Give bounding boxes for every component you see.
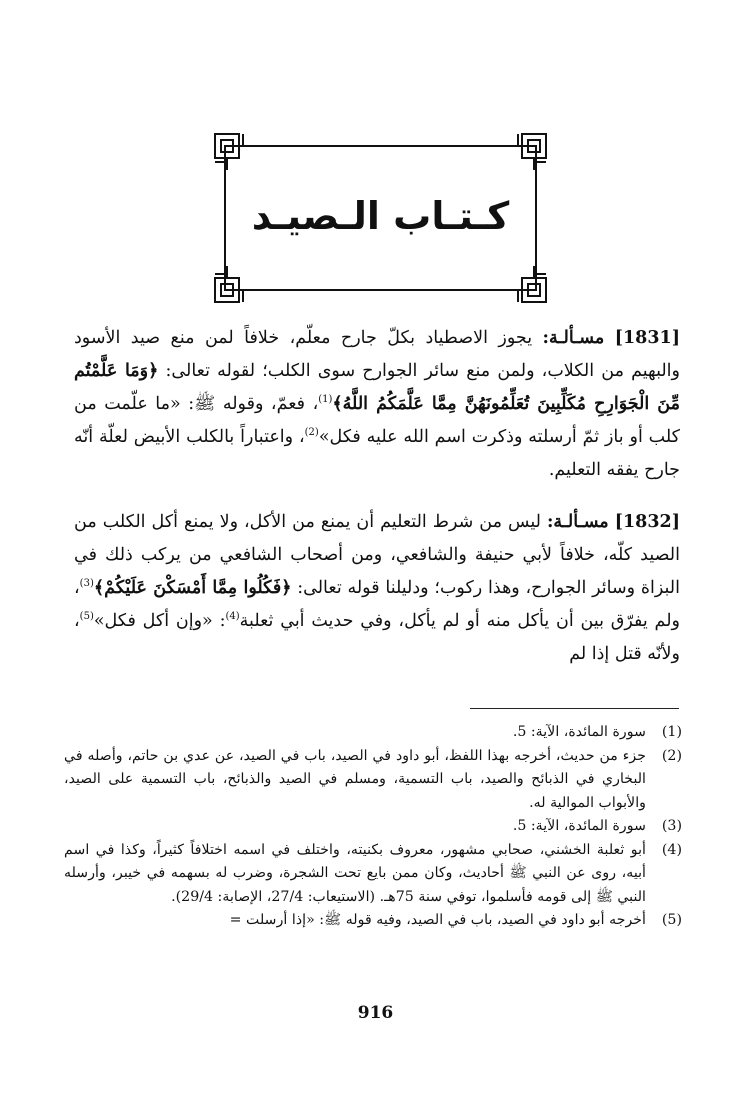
issue-1831 (74, 322, 680, 487)
footnote (64, 721, 682, 745)
footnote-ref[interactable]: (5) (79, 611, 94, 623)
book-title: كـتـاب الـصيـد (251, 194, 510, 238)
issue-label: مسـألـة: (542, 328, 605, 348)
footnote-text: جزء من حديث، أخرجه بهذا اللفظ، أبو داود في الصيد، باب في الصيد، عن عدي بن حاتم، وأصله في البخاري في الذبائح والصيد، باب التسمية، ومسلم في الصيد والذبائح، باب التسمية على الصيد، والأبواب الموالية له. (64, 747, 646, 811)
footnotes (64, 716, 682, 933)
issue-number: [1831] (614, 328, 680, 348)
footnote-number: (4) (661, 841, 682, 858)
issue-text: ، ولم يفرّق بين أن يأكل منه أو لم يأكل، وفي حديث أبي ثعلبة (74, 578, 680, 631)
footnote-text: سورة المائدة، الآية: 5. (512, 724, 646, 740)
footnote-ref[interactable]: (2) (304, 427, 319, 439)
footnote (64, 815, 682, 839)
footnote-ref[interactable]: (1) (318, 394, 333, 406)
footnote-number: (2) (661, 747, 682, 764)
issue-text: : «وإن أكل فكل» (93, 611, 226, 631)
footnote (64, 745, 682, 816)
quran-verse: ﴿وَمَا عَلَّمْتُم مِّنَ الْجَوَارِحِ مُكَلِّبِينَ تُعَلِّمُونَهُنَّ مِمَّا عَلَّمَكُمُ اللَّهُ﴾ (74, 361, 680, 414)
page-number: 916 (357, 1003, 394, 1023)
footnote-number: (1) (661, 724, 682, 740)
footnote (64, 839, 682, 910)
footnote (64, 909, 682, 933)
footnote-text: أخرجه أبو داود في الصيد، باب في الصيد، وفيه قوله ﷺ: «إذا أرسلت = (229, 912, 646, 928)
footnote-number: (3) (661, 818, 682, 834)
issue-label: مسـألـة: (546, 512, 609, 532)
issue-text: ليس من شرط التعليم أن يمنع من الأكل، ولا يمنع أكل الكلب من الصيد كلّه، خلافاً لأبي حنيفة والشافعي، ومن أصحاب الشافعي من يركب ذلك في البزاة وسائر الجوارح، وهذا ركوب؛ ودليلنا قوله تعالى: (74, 512, 680, 598)
footnote-text: أبو ثعلبة الخشني، صحابي مشهور، معروف بكنيته، واختلف في اسمه اختلافاً كثيراً، وكذا في اسم أبيه، روى عن النبي ﷺ أحاديث، وكان ممن بايع تحت الشجرة، وضرب له بسهمه في خيبر، وأرسله النبي ﷺ إلى قومه فأسلموا، توفي سنة 75هـ. (الاستيعاب: 27/4، الإصابة: 29/4). (64, 841, 646, 905)
issue-text: يجوز الاصطياد بكلّ جارح معلّم، خلافاً لمن منع صيد الأسود والبهيم من الكلاب، ولمن منع سائر الجوارح سوى الكلب؛ لقوله تعالى: (74, 328, 680, 381)
footnote-number: (5) (661, 912, 682, 928)
issue-text: ، واعتباراً بالكلب الأبيض لعلّة أنّه جارح يفقه التعليم. (74, 427, 680, 480)
footnote-separator (470, 708, 679, 709)
issue-number: [1832] (614, 512, 680, 532)
footnote-ref[interactable]: (3) (79, 578, 94, 590)
issue-1832 (74, 506, 680, 671)
issue-text: ، فعمّ، وقوله ﷺ: «ما علّمت من كلب أو باز ثمّ أرسلته وذكرت اسم الله عليه فكل» (74, 394, 680, 447)
footnote-ref[interactable]: (4) (225, 611, 240, 623)
quran-verse: ﴿فَكُلُوا مِمَّا أَمْسَكْنَ عَلَيْكُمْ﴾ (93, 578, 292, 598)
issue-text: ، ولأنّه قتل إذا لم (74, 611, 680, 664)
title-frame (213, 132, 548, 304)
footnote-text: سورة المائدة، الآية: 5. (512, 818, 646, 834)
